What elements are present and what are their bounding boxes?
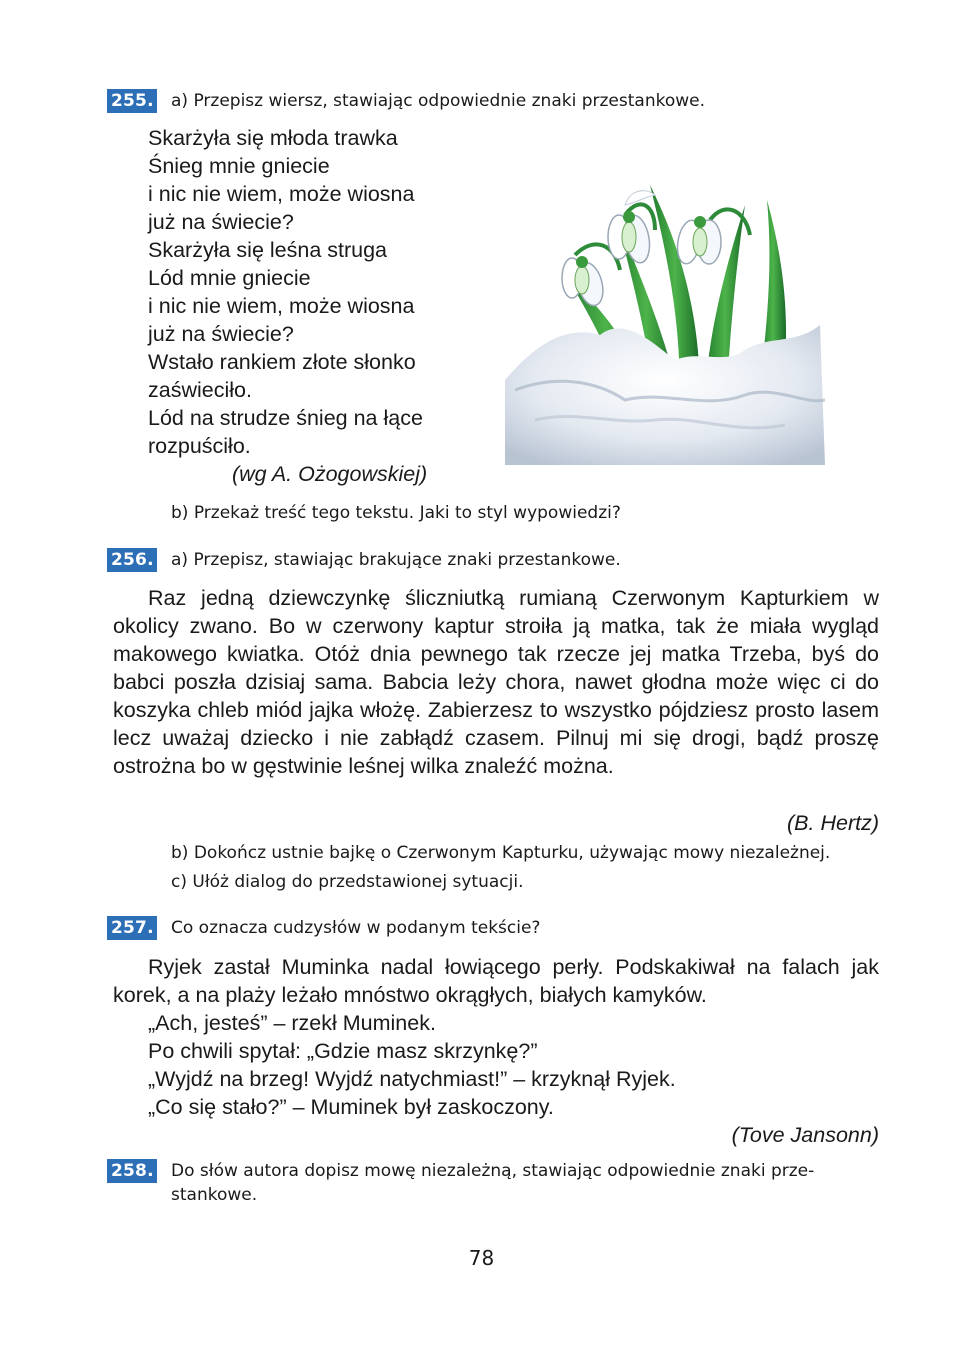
exercise-256-instruction-b: b) Dokończ ustnie bajkę o Czerwonym Kapturku, używając mowy niezależnej. xyxy=(171,843,831,863)
poem-line: rozpuściło. xyxy=(148,434,251,458)
exercise-257-dialog xyxy=(148,1009,676,1121)
poem-line: i nic nie wiem, może wiosna xyxy=(148,182,415,206)
exercise-258-instruction-line-2: stankowe. xyxy=(171,1185,258,1205)
exercise-258-instruction-line-1: Do słów autora dopisz mowę niezależną, stawiając odpowiednie znaki prze- xyxy=(171,1161,815,1181)
snowdrop-illustration xyxy=(505,175,825,465)
dialog-line: „Ach, jesteś” – rzekł Muminek. xyxy=(148,1011,436,1035)
poem-line: i nic nie wiem, może wiosna xyxy=(148,294,415,318)
exercise-number-256: 256. xyxy=(107,548,157,572)
poem-line: Lód na strudze śnieg na łące xyxy=(148,406,423,430)
exercise-256-instruction-a: a) Przepisz, stawiając brakujące znaki przestankowe. xyxy=(171,550,621,570)
poem xyxy=(148,124,427,488)
exercise-256-instruction-c: c) Ułóż dialog do przedstawionej sytuacji. xyxy=(171,872,524,892)
poem-line: Śnieg mnie gniecie xyxy=(148,154,330,178)
exercise-number-257: 257. xyxy=(107,916,157,940)
poem-line: już na świecie? xyxy=(148,210,294,234)
exercise-256-text xyxy=(113,584,879,780)
poem-line: Lód mnie gniecie xyxy=(148,266,311,290)
exercise-number-255: 255. xyxy=(107,89,157,113)
poem-line: Wstało rankiem złote słonko xyxy=(148,350,416,374)
dialog-line: Po chwili spytał: „Gdzie masz skrzynkę?” xyxy=(148,1039,538,1063)
exercise-255-instruction-b: b) Przekaż treść tego tekstu. Jaki to styl wypowiedzi? xyxy=(171,503,621,523)
exercise-257-instruction: Co oznacza cudzysłów w podanym tekście? xyxy=(171,918,541,938)
dialog-line: „Wyjdź na brzeg! Wyjdź natychmiast!” – krzyknął Ryjek. xyxy=(148,1067,676,1091)
text-paragraph: Ryjek zastał Muminka nadal łowiącego perły. Podskakiwał na falach jak korek, a na plaży leżało mnóstwo okrągłych, białych kamyków. xyxy=(113,955,879,1007)
exercise-number-258: 258. xyxy=(107,1159,157,1183)
poem-attribution: (wg A. Ożogowskiej) xyxy=(232,462,428,486)
exercise-257-attribution: (Tove Jansonn) xyxy=(731,1123,879,1147)
exercise-255-instruction-a: a) Przepisz wiersz, stawiając odpowiednie znaki przestankowe. xyxy=(171,91,706,111)
text-paragraph: Raz jedną dziewczynkę śliczniutką rumianą Czerwonym Kapturkiem w okolicy zwano. Bo w czerwony kaptur stroiła ją matka, tak że miała wygląd makowego kwiatka. Otóż dnia pewnego tak rzecze jej matka Trzeba, byś do babci poszła dzisiaj sama. Babcia leży chora, nawet głodna może więc ci do koszyka chleb miód jajka włożę. Zabierzesz to wszystko pójdziesz prosto lasem lecz uważaj dziecko i nie zabłądź czasem. Pilnuj mi się drogi, bądź proszę ostrożna bo w gęstwinie leśnej wilka znaleźć można. xyxy=(113,586,879,778)
poem-line: Skarżyła się leśna struga xyxy=(148,238,387,262)
exercise-257-text xyxy=(113,953,879,1009)
page-number: 78 xyxy=(468,1246,495,1270)
dialog-line: „Co się stało?” – Muminek był zaskoczony. xyxy=(148,1095,554,1119)
poem-line: już na świecie? xyxy=(148,322,294,346)
exercise-256-attribution: (B. Hertz) xyxy=(787,811,879,835)
poem-line: Skarżyła się młoda trawka xyxy=(148,126,398,150)
poem-line: zaświeciło. xyxy=(148,378,252,402)
